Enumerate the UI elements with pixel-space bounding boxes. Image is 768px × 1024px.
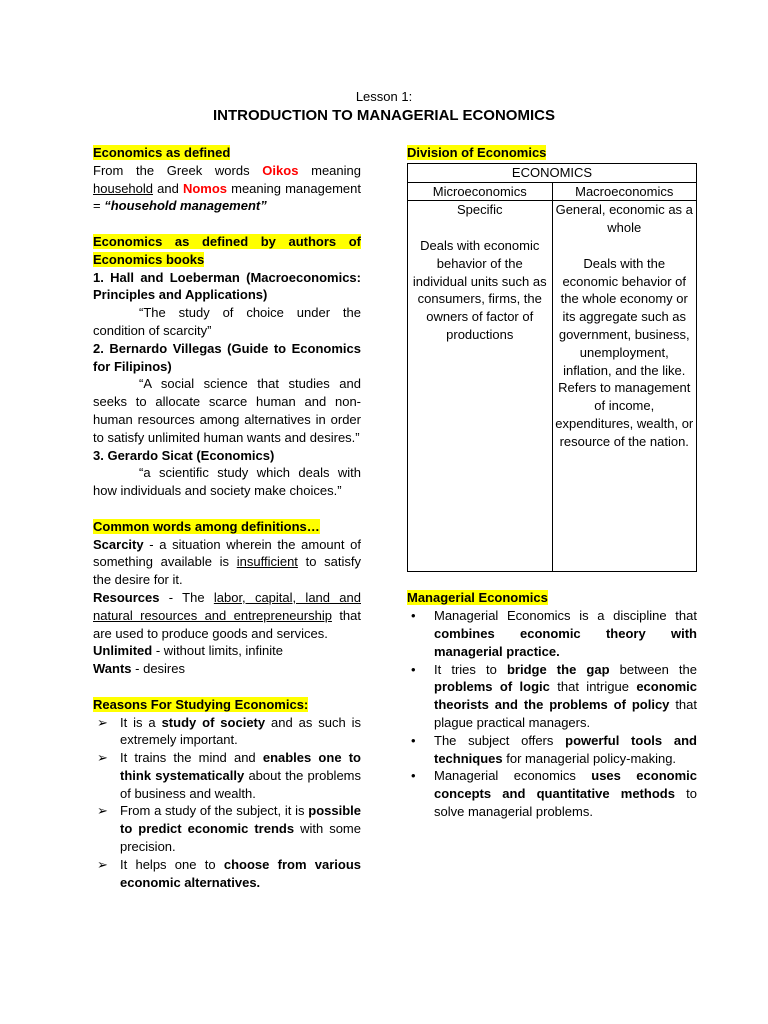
section-heading-authors: Economics as defined by authors of Economics books [93,233,361,267]
bullet-icon: • [411,608,416,624]
right-column [407,144,697,821]
author-3-quote: “a scientific study which deals with how individuals and society make choices.” [93,465,361,499]
table-header-micro: Microeconomics [408,182,553,201]
table-header-economics: ECONOMICS [408,163,697,182]
arrow-bullet-icon: ➢ [97,714,108,730]
nomos-term: Nomos [182,180,227,196]
lesson-label: Lesson 1: [355,89,413,104]
macro-cell: General, economic as a whole Deals with the economic behavior of the whole economy or its aggregate such as government, business, unemployment, inflation, and the like. Refers to management of income, expenditures, wealth, or resource of the nation. [552,201,697,572]
author-1-quote: “The study of choice under the condition of scarcity” [93,305,361,338]
economics-division-table [407,163,697,573]
list-item: • The subject offers powerful tools and techniques for managerial policy-making. [411,732,697,766]
author-1-title: 1. Hall and Loeberman (Macroeconomics: Principles and Applications) [93,269,361,303]
bullet-icon: • [411,732,416,748]
arrow-bullet-icon: ➢ [97,803,108,819]
table-header-macro: Macroeconomics [552,182,697,201]
household-management-term: “household management” [104,198,267,214]
reasons-list [93,714,361,892]
bullet-icon: • [411,661,416,677]
definition-paragraph: From the Greek words Oikos meaning household and Nomos meaning management = “household management” [93,162,361,214]
list-item: • Managerial economics uses economic concepts and quantitative methods to solve managerial problems. [411,768,697,819]
page-title: INTRODUCTION TO MANAGERIAL ECONOMICS [213,107,555,124]
list-item: ➢ It helps one to choose from various economic alternatives. [97,856,361,890]
section-heading-managerial: Managerial Economics [407,590,548,606]
left-column [93,144,361,891]
section-heading-reasons: Reasons For Studying Economics: [93,696,309,712]
list-item: ➢ It trains the mind and enables one to think systematically about the problems of business and wealth. [97,750,362,801]
managerial-list [407,607,697,821]
author-2-quote: “A social science that studies and seeks to allocate scarce human and non-human resources among alternatives in order to satisfy unlimited human wants and desires.” [93,376,361,445]
unlimited-definition: Unlimited - without limits, infinite [93,643,283,659]
resources-definition: Resources - The labor, capital, land and natural resources and entrepreneurship that are used to produce goods and services. [93,589,361,641]
arrow-bullet-icon: ➢ [97,856,108,872]
section-heading-division: Division of Economics [407,145,547,160]
author-2-title: 2. Bernardo Villegas (Guide to Economics for Filipinos) [93,340,361,374]
list-item: • It tries to bridge the gap between the problems of logic that intrigue economic theorists and the problems of policy that plague practical managers. [411,661,698,730]
wants-definition: Wants - desires [93,661,185,677]
list-item: ➢ From a study of the subject, it is possible to predict economic trends with some precision. [97,803,361,855]
section-heading-definition: Economics as defined [93,145,231,160]
household-term: household [93,180,153,196]
bullet-icon: • [411,768,416,784]
author-3-title: 3. Gerardo Sicat (Economics) [93,447,275,463]
section-heading-common-words: Common words among definitions… [93,518,320,534]
arrow-bullet-icon: ➢ [97,750,108,766]
list-item: ➢ It is a study of society and as such is extremely important. [97,714,362,748]
oikos-term: Oikos [262,162,299,178]
list-item: • Managerial Economics is a discipline that combines economic theory with managerial practice. [411,608,697,659]
scarcity-definition: Scarcity - a situation wherein the amount of something available is insufficient to satisfy the desire for it. [93,536,361,588]
micro-cell: Specific Deals with economic behavior of the individual units such as consumers, firms, the owners of factor of productions [408,201,553,572]
